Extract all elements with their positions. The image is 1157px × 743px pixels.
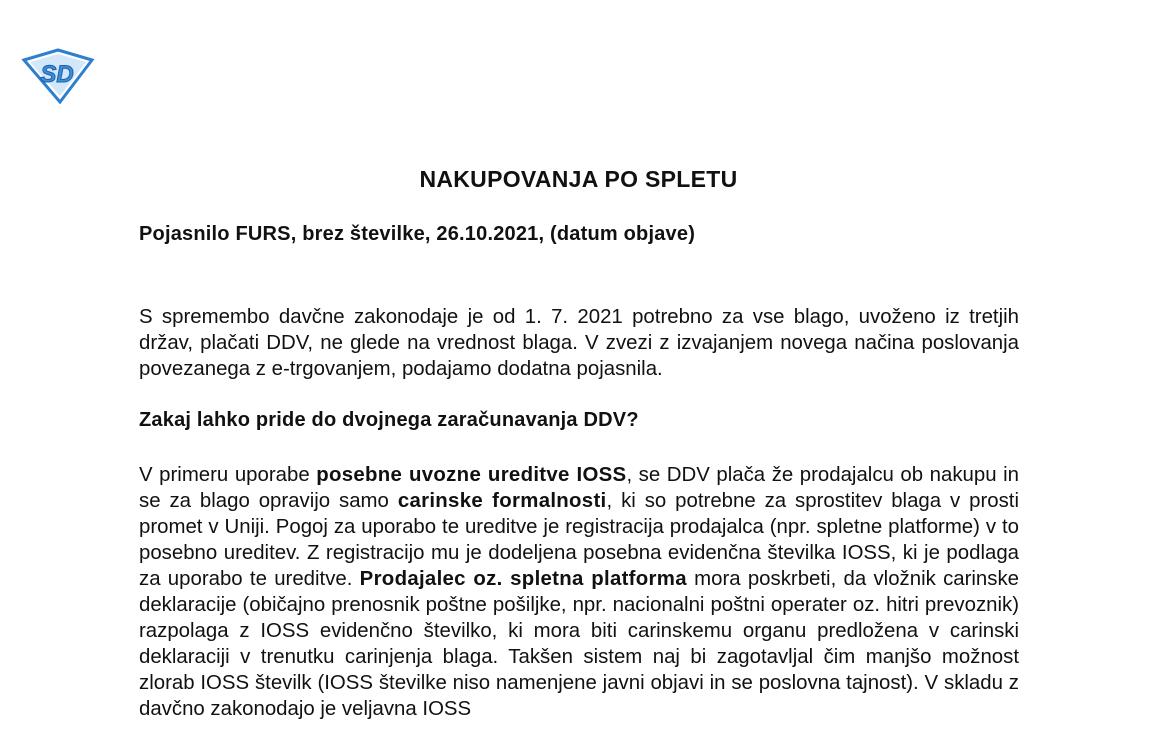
document-title: NAKUPOVANJA PO SPLETU [419, 166, 738, 192]
document-subtitle: Pojasnilo FURS, brez številke, 26.10.2021, (datum objave) [139, 223, 696, 245]
paragraph-bold-text: posebne uvozne ureditve IOSS [316, 464, 627, 486]
paragraph-bold-text: carinske formalnosti [397, 490, 607, 512]
paragraph-bold-text: Prodajalec oz. spletna platforma [359, 568, 687, 590]
paragraph-text: mora poskrbeti, da vložnik carinske deklaracije (običajno prenosnik poštne pošiljke, npr. nacionalni poštni operater oz. hitri prevoznik) razpolaga z IOSS evidenčno številko, ki mora biti carinskemu organu predložena v carinski deklaraciji v trenutku carinjenja blaga. Takšen sistem naj bi zagotavljal čim manjšo možnost zlorab IOSS številk (IOSS številke niso namenjene javni objavi in se poslovna tajnost). V skladu z davčno zakonodajo je veljavna IOSS [139, 568, 1019, 720]
paragraph-ioss [139, 462, 1019, 722]
paragraph-text: V primeru uporabe [139, 464, 317, 486]
paragraph-intro: S spremembo davčne zakonodaje je od 1. 7. 2021 potrebno za vse blago, uvoženo iz tretjih držav, plačati DDV, ne glede na vrednost blaga. V zvezi z izvajanjem novega načina poslovanja povezanega z e-trgovanjem, podajamo dodatna pojasnila. [139, 306, 1019, 380]
section-heading: Zakaj lahko pride do dvojnega zaračunavanja DDV? [139, 409, 639, 431]
logo [20, 48, 96, 104]
logo-text: SD [40, 61, 74, 88]
paragraph-text: , se DDV plača že prodajalcu ob nakupu in se za blago opravijo samo [139, 464, 1019, 512]
paragraph-text: , ki so potrebne za sprostitev blaga v prosti promet v Uniji. Pogoj za uporabo te ureditve je registracija prodajalca (npr. spletne platforme) v to posebno ureditev. Z registracijo mu je dodeljena posebna evidenčna številka IOSS, ki je podlaga za uporabo te ureditve. [139, 490, 1019, 590]
